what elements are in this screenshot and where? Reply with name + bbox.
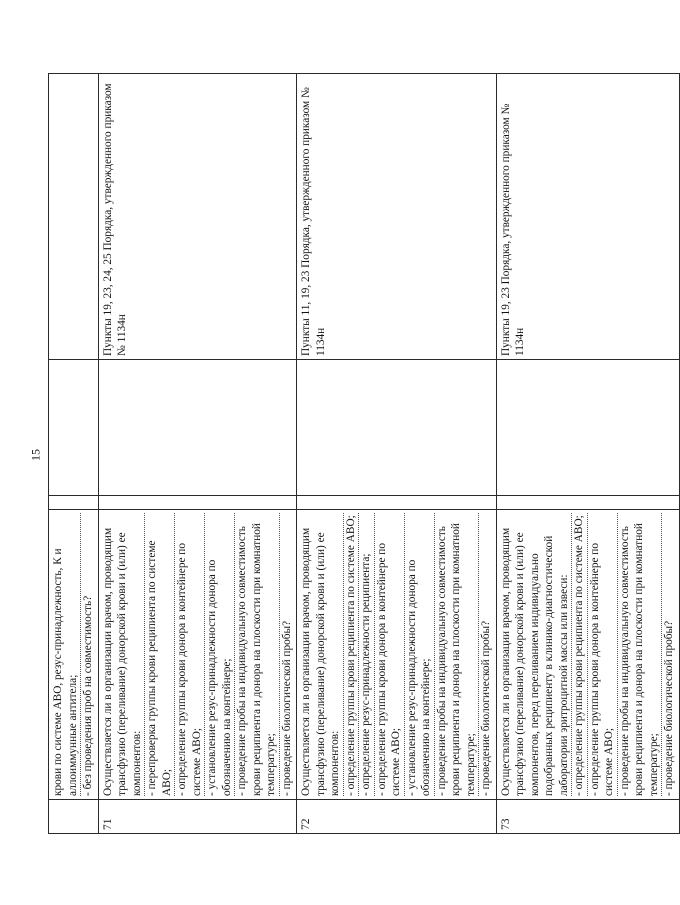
item-line: - перепроверка группы крови реципиента по системе АВО; (145, 513, 175, 796)
continuation-line: - без проведения проб на совместимость? (80, 513, 96, 796)
item-line: - проведение биологической пробы? (280, 620, 293, 796)
item-line: - определение группы крови донора в контейнере по системе АВО; (375, 513, 405, 796)
spacer-cell (98, 496, 297, 510)
item-line: Осуществляется ли в организации врачом, проводящим трансфузию (переливание) донорской крови и (или) ее компонентов, перед переливанием индивидуально подобранных реципиенту в клинико-диагностической лаборатории эритроцитной массы или взвеси: (499, 513, 573, 796)
table-row (496, 74, 679, 834)
reference-cell: Пункты 19, 23, 24, 25 Порядка, утвержденного приказом № 1134н (98, 74, 297, 360)
row-description (98, 510, 297, 800)
item-line: - проведение пробы на индивидуальную совместимость крови реципиента и донора на плоскости при комнатной температуре; (435, 513, 480, 796)
item-line: - проведение биологической пробы? (480, 620, 492, 796)
continuation-line: крови по системе АВО, резус-принадлежность, К и аллоиммунные антитела; (52, 548, 79, 796)
row-number: 73 (496, 800, 679, 834)
table-row-continuation (49, 74, 99, 834)
spacer-cell (49, 496, 99, 510)
empty-cell (496, 360, 679, 496)
page-number (29, 440, 43, 470)
reference-cell: Пункты 11, 19, 23 Порядка, утвержденного приказом № 1134н (297, 74, 497, 360)
item-line: - проведение пробы на индивидуальную совместимость крови реципиента и донора на плоскости при комнатной температуре; (618, 513, 663, 796)
table-row (297, 74, 497, 834)
reference-cell (49, 74, 99, 360)
row-description (496, 510, 679, 800)
item-line: - проведение пробы на индивидуальную совместимость крови реципиента и донора на плоскости при комнатной температуре; (235, 513, 280, 796)
item-line: - определение группы крови донора в контейнере по системе АВО; (588, 513, 618, 796)
empty-cell (98, 360, 297, 496)
row-description (297, 510, 497, 800)
item-line: - установление резус-принадлежности донора по обозначению на контейнере; (205, 513, 235, 796)
item-line: - определение резус-принадлежности реципиента; (359, 513, 375, 796)
rotated-table-container (48, 74, 675, 834)
row-number: 72 (297, 800, 497, 834)
checklist-table (48, 73, 680, 834)
row-description (49, 510, 99, 800)
row-number: 71 (98, 800, 297, 834)
item-line: - установление резус-принадлежности донора по обозначению на контейнере; (405, 513, 435, 796)
spacer-cell (496, 496, 679, 510)
item-line: - определение группы крови реципиента по системе АВО; (344, 513, 360, 796)
item-line: Осуществляется ли в организации врачом, проводящим трансфузию (переливание) донорской крови и (или) ее компонентов: (101, 513, 146, 796)
item-line: - определение группы крови донора в контейнере по системе АВО; (175, 513, 205, 796)
empty-cell (49, 360, 99, 496)
item-line: - определение группы крови реципиента по системе АВО; (572, 513, 588, 796)
reference-cell: Пункты 19, 23 Порядка, утвержденного приказом № 1134н (496, 74, 679, 360)
spacer-cell (297, 496, 497, 510)
table-row (98, 74, 297, 834)
item-line: Осуществляется ли в организации врачом, проводящим трансфузию (переливание) донорской крови и (или) ее компонентов: (299, 513, 344, 796)
row-number-empty (49, 800, 99, 834)
page-number-text: 15 (28, 449, 43, 461)
item-line: - проведение биологической пробы? (663, 620, 675, 796)
empty-cell (297, 360, 497, 496)
rotated-table-inner (48, 74, 675, 834)
